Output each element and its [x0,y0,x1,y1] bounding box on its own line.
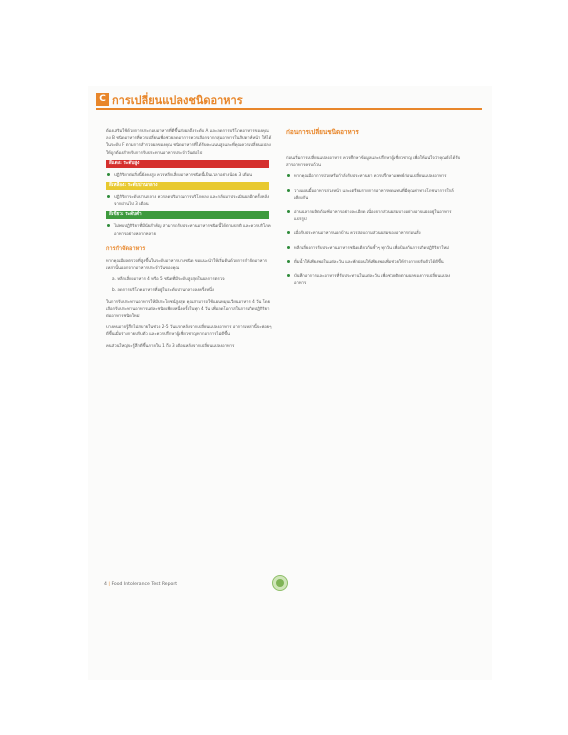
yellow-level-bar: สีเหลือง: ระดับปานกลาง [106,182,269,190]
intro-paragraph: ต้องเสริมใช้ด้วยการประกอบอาหารที่ดีขึ้นส่งผลถึงระดับ A และลดการบริโภคอาหารของคุณลง B ชนิดอาหารที่ควรเปลี่ยนเพื่อช่วยลดอาการควรเลือกจากกลุ่มอาหารในสัปดาห์หน้า ให้ได้ในระดับ F ตามการสำรวจผลของคุณ ชนิดอาหารที่ได้รับคะแนนสูงและที่คุณควรเปลี่ยนแปลงให้ถูกต้องสำหรับการรับประทานอาหารประจำวันต่อไป [106,128,272,155]
red-level-text [106,171,272,178]
elimination-paragraph-1: ในการรับประทานอาหารให้มีประโยชน์สูงสุด คุณสามารถใช้แผนหมุนเวียนอาหาร 4 วัน โดยเลือกรับประทานอาหารแต่ละชนิดเพียงหนึ่งครั้งในทุก 4 วัน เพื่อลดโอกาสในการเกิดปฏิกิริยาต่ออาหารชนิดใหม่ [106,298,271,319]
yellow-level-desc: ปฏิกิริยาระดับปานกลาง ควรลดปริมาณการบริโภคลง และกลับมาประเมินผลอีกครั้งหลังจากผ่านไป 3 เดือน [114,194,270,207]
section-letter-badge: C [96,93,109,106]
tip-item: หลีกเลี่ยงการรับประทานอาหารชนิดเดียวกันซ้ำๆ ทุกวัน เพื่อป้องกันการเกิดปฏิกิริยาใหม่ [286,244,462,251]
elimination-paragraph-2: บางคนอาจรู้สึกไม่สบายในช่วง 2-5 วันแรกหลังจากเปลี่ยนแปลงอาหาร อาการเหล่านี้จะค่อยๆ ดีขึ้นเมื่อร่างกายปรับตัว และควรปรึกษาผู้เชี่ยวชาญหากอาการไม่ดีขึ้น [106,324,272,337]
page-number: 4 [104,582,107,587]
elimination-intro: หากคุณมีผลตรวจที่สูงขึ้นในระดับอาหารบางชนิด ขอแนะนำให้เริ่มต้นด้วยการกำจัดอาหารเหล่านั้นออกจากอาหารประจำวันของคุณ [106,257,267,271]
bullet-icon [287,189,290,192]
bullet-icon [287,246,290,249]
green-level-bar: สีเขียว: ระดับต่ำ [106,211,269,219]
bullet-icon [287,210,290,213]
tip-item: เมื่อรับประทานอาหารนอกบ้าน ควรสอบถามส่วนผสมของอาหารก่อนสั่ง [286,229,462,236]
report-name: Food Intolerance Test Report [111,582,178,587]
bullet-icon [287,260,290,263]
tip-item: วางแผนมื้ออาหารล่วงหน้า และเตรียมรายการอาหารทดแทนที่มีคุณค่าทางโภชนาการใกล้เคียงกัน [286,187,462,201]
page-footer [104,582,177,587]
green-level-text [106,222,272,236]
tip-item: หากคุณมีอาการป่วยหรือกำลังรับประทานยา ควรปรึกษาแพทย์ก่อนเปลี่ยนแปลงอาหาร [286,172,462,179]
section-heading [96,92,482,110]
footer-separator: | [108,582,110,587]
right-section-title: ก่อนการเปลี่ยนชนิดอาหาร [286,128,359,136]
bullet-icon [287,174,290,177]
section-title: การเปลี่ยนแปลงชนิดอาหาร [112,94,243,107]
bullet-icon [107,173,110,176]
elimination-step-a: a. หลีกเลี่ยงอาหาร 4 หรือ 5 ชนิดที่มีระดับสูงสุดในผลการตรวจ [112,276,225,282]
red-level-bar: สีแดง: ระดับสูง [106,160,269,168]
tip-item: ดื่มน้ำให้เพียงพอในแต่ละวัน และพักผ่อนให้เพียงพอเพื่อช่วยให้ร่างกายปรับตัวได้ดีขึ้น [286,258,462,265]
bullet-icon [107,224,110,227]
elimination-title: การกำจัดอาหาร [106,245,146,252]
red-level-desc: ปฏิกิริยาต่อสิ่งนี้ยังคงสูง ควรหลีกเลี่ยงอาหารชนิดนี้เป็นเวลาอย่างน้อย 3 เดือน [114,171,253,177]
bullet-icon [107,195,110,198]
tip-item: อ่านฉลากผลิตภัณฑ์อาหารอย่างละเอียด เนื่องจากส่วนผสมบางอย่างอาจแฝงอยู่ในอาหารแปรรูป [286,208,462,222]
left-column [106,127,272,353]
right-intro: ก่อนเริ่มการเปลี่ยนแปลงอาหาร ควรศึกษาข้อมูลและปรึกษาผู้เชี่ยวชาญ เพื่อให้แน่ใจว่าคุณยังได้รับสารอาหารครบถ้วน [286,155,461,168]
tip-item: บันทึกอาการและอาหารที่รับประทานในแต่ละวัน เพื่อช่วยติดตามผลของการเปลี่ยนแปลงอาหาร [286,272,462,286]
green-level-desc: ไม่พบปฏิกิริยาที่มีนัยสำคัญ สามารถรับประทานอาหารชนิดนี้ได้ตามปกติ และควรบริโภคอาหารอย่างหลากหลาย [114,223,271,236]
bullet-icon [287,231,290,234]
bullet-icon [287,274,290,277]
yellow-level-text [106,193,272,207]
right-column [286,154,462,293]
elimination-step-b: b. ลดการบริโภคอาหารที่อยู่ในระดับปานกลางลงครึ่งหนึ่ง [112,287,214,293]
elimination-paragraph-3: คนส่วนใหญ่จะรู้สึกดีขึ้นภายใน 1 ถึง 3 เดือนหลังจากเปลี่ยนแปลงอาหาร [106,342,235,348]
brand-logo-icon [272,575,288,591]
